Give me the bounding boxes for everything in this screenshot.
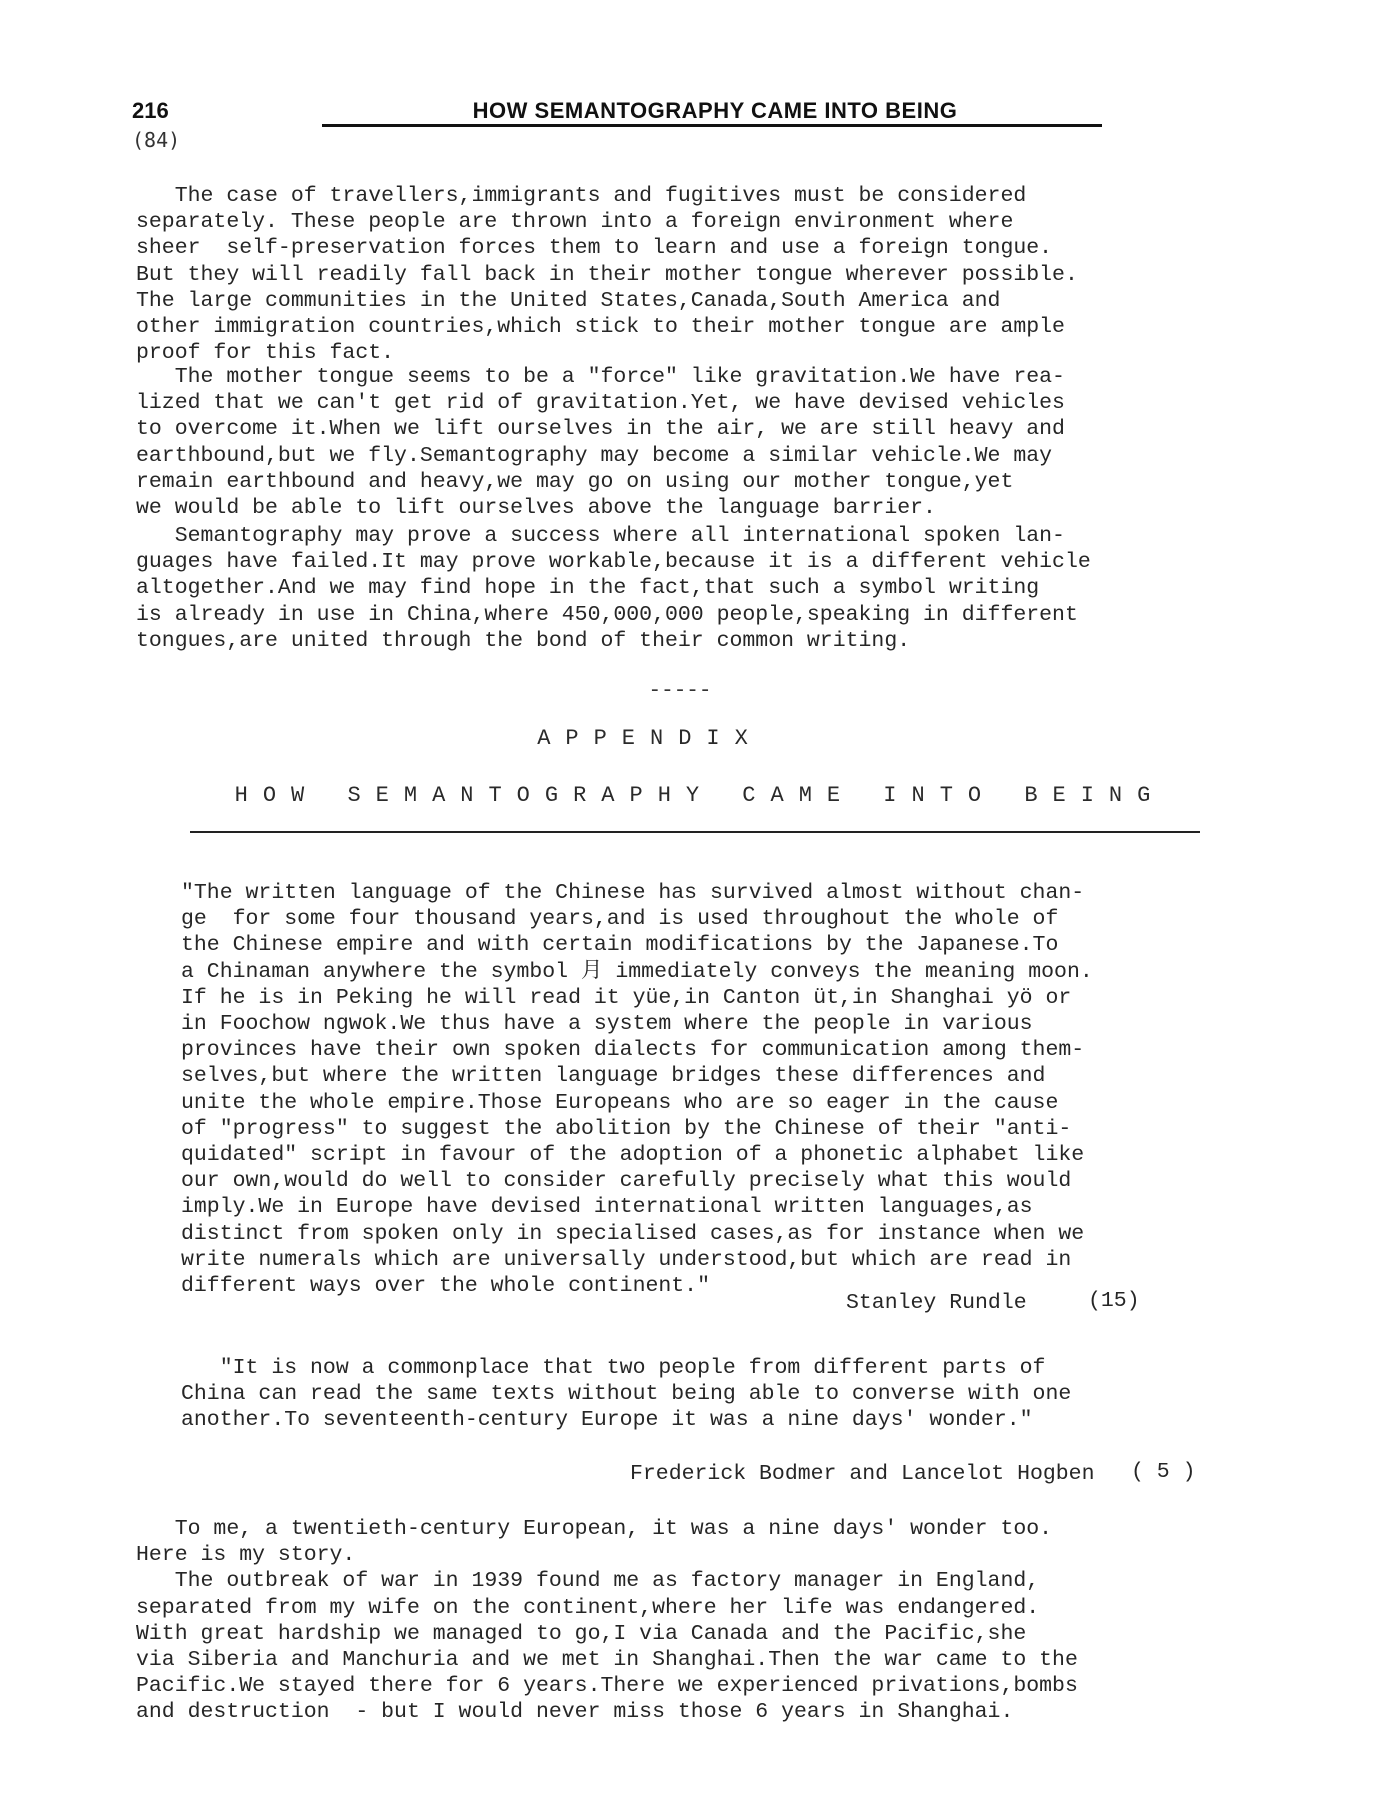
quote-attribution: Frederick Bodmer and Lancelot Hogben — [630, 1462, 1095, 1486]
appendix-title: HOW SEMANTOGRAPHY CAME INTO BEING — [234, 783, 1166, 808]
body-paragraph: Semantography may prove a success where all international spoken lan- guages have failed.It may prove workable,because it is a different vehicle altogether.And we may find hope in the fact,that such a symbol writing is already in use in China,where 450,000,000 people,speaking in different tongues,are united through the bond of their common writing. — [136, 524, 1091, 653]
quote-reference: ( 5 ) — [1131, 1460, 1196, 1484]
quote-reference: (15) — [1088, 1289, 1140, 1313]
body-paragraph: The mother tongue seems to be a "force" like gravitation.We have rea- lized that we can't get rid of gravitation.Yet, we have devised vehicles to overcome it.When we lift ourselves in the air, we are still heavy and earthbound,but we fly.Semantography may become a similar vehicle.We may remain earthbound and heavy,we may go on using our mother tongue,yet we would be able to lift ourselves above the language barrier. — [136, 365, 1065, 521]
block-quote: "It is now a commonplace that two people from different parts of China can read the same texts without being able to converse with one another.To seventeenth-century Europe it was a nine days' wonder." — [181, 1356, 1072, 1433]
original-page-number: (84) — [132, 128, 181, 152]
block-quote: "The written language of the Chinese has survived almost without chan- ge for some four thousand years,and is used throughout the whole of the Chinese empire and with certain modifications by the Japanese.To a Chinaman anywhere the symbol 月 immediately conveys the meaning moon. If he is in Peking he will read it yüe,in Canton üt,in Shanghai yö or in Foochow ngwok.We thus have a system where the people in various provinces have their own spoken dialects for communication among them- selves,but where the written language bridges these differences and unite the whole empire.Those Europeans who are so eager in the cause of "progress" to suggest the abolition by the Chinese of their "anti- quidated" script in favour of the adoption of a phonetic alphabet like our own,would do well to consider carefully precisely what this would imply.We in Europe have devised international written languages,as distinct from spoken only in specialised cases,as for instance when we write numerals which are universally understood,but which are read in different ways over the whole continent." — [181, 881, 1093, 1299]
quote-attribution: Stanley Rundle — [846, 1291, 1027, 1315]
appendix-rule — [190, 831, 1200, 833]
body-paragraph: To me, a twentieth-century European, it was a nine days' wonder too. Here is my story. The outbreak of war in 1939 found me as factory manager in England, separated from my wife on the continent,where her life was endangered. With great hardship we managed to go,I via Canada and the Pacific,she via Siberia and Manchuria and we met in Shanghai.Then the war came to the Pacific.We stayed there for 6 years.There we experienced privations,bombs and destruction - but I would never miss those 6 years in Shanghai. — [136, 1517, 1078, 1725]
running-title: HOW SEMANTOGRAPHY CAME INTO BEING — [472, 98, 958, 123]
header-rule — [322, 124, 1102, 127]
appendix-label: APPENDIX — [537, 726, 763, 751]
section-separator: ----- — [648, 680, 712, 703]
body-paragraph: The case of travellers,immigrants and fugitives must be considered separately. These people are thrown into a foreign environment where sheer self-preservation forces them to learn and use a foreign tongue. But they will readily fall back in their mother tongue wherever possible. The large communities in the United States,Canada,South America and other immigration countries,which stick to their mother tongue are ample proof for this fact. — [136, 184, 1078, 366]
page-number: 216 — [132, 98, 169, 123]
